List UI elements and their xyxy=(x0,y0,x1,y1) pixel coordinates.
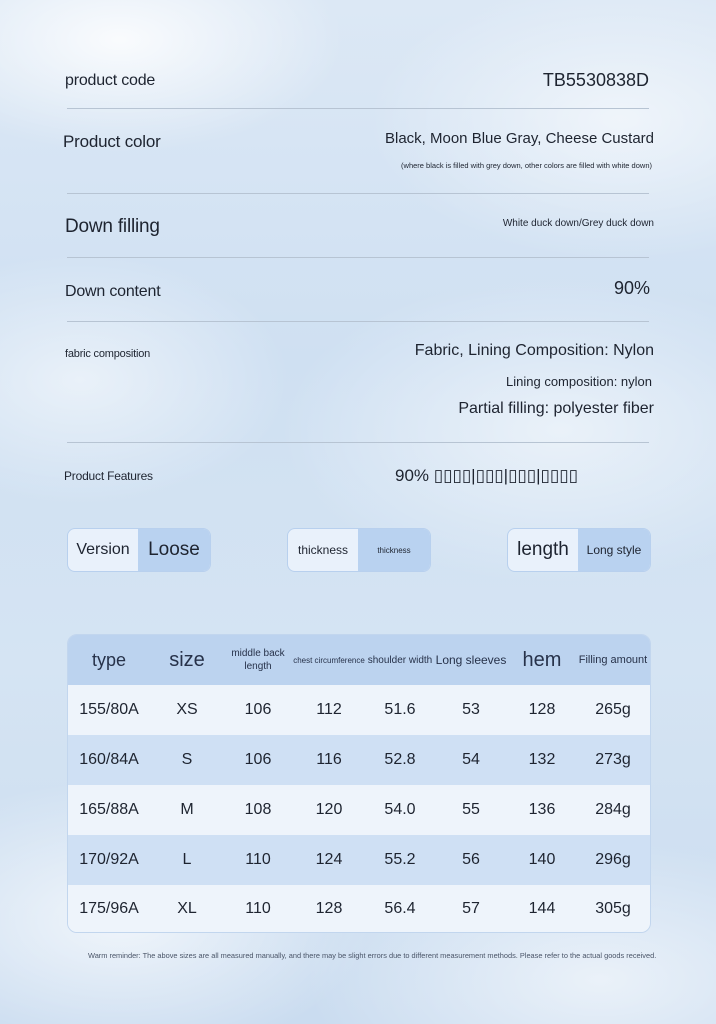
header-size: size xyxy=(169,648,205,671)
table-cell: 110 xyxy=(245,899,271,917)
divider xyxy=(67,193,649,194)
table-cell: 54 xyxy=(462,751,480,768)
table-cell: 160/84A xyxy=(79,751,139,768)
down-filling-label: Down filling xyxy=(65,216,160,237)
chip-version-label: Version xyxy=(76,541,130,558)
down-content-label: Down content xyxy=(65,283,161,300)
header-chest-circumference: chest circumference xyxy=(293,655,365,665)
table-cell: XS xyxy=(176,701,198,718)
table-cell: 144 xyxy=(528,899,556,917)
table-header-row xyxy=(68,635,650,685)
chip-thickness-value: thickness xyxy=(358,529,430,571)
table-cell: 56.4 xyxy=(384,899,416,917)
fabric-line-3: Partial filling: polyester fiber xyxy=(458,400,654,417)
table-cell: 155/80A xyxy=(79,701,139,718)
divider xyxy=(67,321,649,322)
features-value: 90% ▯▯▯▯|▯▯▯|▯▯▯|▯▯▯▯ xyxy=(395,466,578,485)
header-shoulder-width: shoulder width xyxy=(367,654,433,666)
table-cell: 128 xyxy=(528,701,556,718)
table-cell: 140 xyxy=(528,851,556,868)
table-cell: 110 xyxy=(245,851,271,868)
table-cell: 108 xyxy=(244,801,272,818)
table-cell: 296g xyxy=(595,851,631,868)
header-type: type xyxy=(91,649,127,670)
table-cell: 284g xyxy=(595,801,631,818)
table-cell: XL xyxy=(177,899,197,917)
chip-thickness xyxy=(287,528,431,572)
product-code-label: product code xyxy=(65,72,156,89)
table-row xyxy=(68,785,650,835)
table-row xyxy=(68,835,650,885)
table-cell: 136 xyxy=(528,801,556,818)
table-cell: 273g xyxy=(595,751,631,768)
chip-length-label: length xyxy=(517,539,569,560)
table-cell: 54.0 xyxy=(384,801,416,818)
table-cell: 170/92A xyxy=(79,851,139,868)
product-color-label: Product color xyxy=(63,132,161,151)
table-cell: 132 xyxy=(528,751,556,768)
down-content-value: 90% xyxy=(613,278,650,298)
table-cell: 106 xyxy=(244,701,272,718)
features-label: Product Features xyxy=(64,469,153,483)
table-row xyxy=(68,685,650,735)
table-cell: 55 xyxy=(462,801,480,818)
fabric-line-2: Lining composition: nylon xyxy=(506,374,652,389)
product-color-value: Black, Moon Blue Gray, Cheese Custard xyxy=(384,130,654,147)
table-cell: L xyxy=(182,851,192,868)
fabric-line-1: Fabric, Lining Composition: Nylon xyxy=(414,342,654,359)
table-cell: 124 xyxy=(315,851,343,868)
table-cell: 112 xyxy=(316,701,342,718)
fabric-label: fabric composition xyxy=(65,348,151,360)
warm-reminder: Warm reminder: The above sizes are all measured manually, and there may be slight errors due to different measurement methods. Please refer to the actual goods received. xyxy=(88,951,657,960)
table-cell: 57 xyxy=(462,899,480,917)
header-long-sleeves: Long sleeves xyxy=(435,652,507,667)
table-cell: 51.6 xyxy=(384,701,416,718)
product-code-value: TB5530838D xyxy=(542,70,649,90)
header-filling-amount: Filling amount xyxy=(578,653,648,666)
divider xyxy=(67,257,649,258)
table-row xyxy=(68,735,650,785)
table-cell: 165/88A xyxy=(79,801,139,818)
chip-version-value: Loose xyxy=(138,529,210,571)
size-table xyxy=(67,634,651,933)
chip-thickness-label: thickness xyxy=(297,543,349,557)
table-cell: 56 xyxy=(462,851,480,868)
table-cell: M xyxy=(180,801,194,818)
table-cell: 52.8 xyxy=(384,751,416,768)
table-row xyxy=(68,885,650,932)
chip-length xyxy=(507,528,651,572)
table-cell: 106 xyxy=(244,751,272,768)
table-cell: 175/96A xyxy=(79,899,139,917)
table-cell: 55.2 xyxy=(384,851,416,868)
divider xyxy=(67,108,649,109)
table-cell: 53 xyxy=(462,701,480,718)
table-cell: 116 xyxy=(316,751,342,768)
table-cell: S xyxy=(181,751,193,768)
divider xyxy=(67,442,649,443)
chip-length-value: Long style xyxy=(578,529,650,571)
header-middle-back-length: middle back length xyxy=(231,648,285,672)
header-hem: hem xyxy=(522,648,562,671)
table-cell: 128 xyxy=(315,899,343,917)
table-cell: 305g xyxy=(595,899,631,917)
down-filling-value: White duck down/Grey duck down xyxy=(502,218,654,229)
table-cell: 120 xyxy=(315,801,343,818)
chip-version xyxy=(67,528,211,572)
table-cell: 265g xyxy=(595,701,631,718)
product-color-note: (where black is filled with grey down, other colors are filled with white down) xyxy=(401,161,652,170)
